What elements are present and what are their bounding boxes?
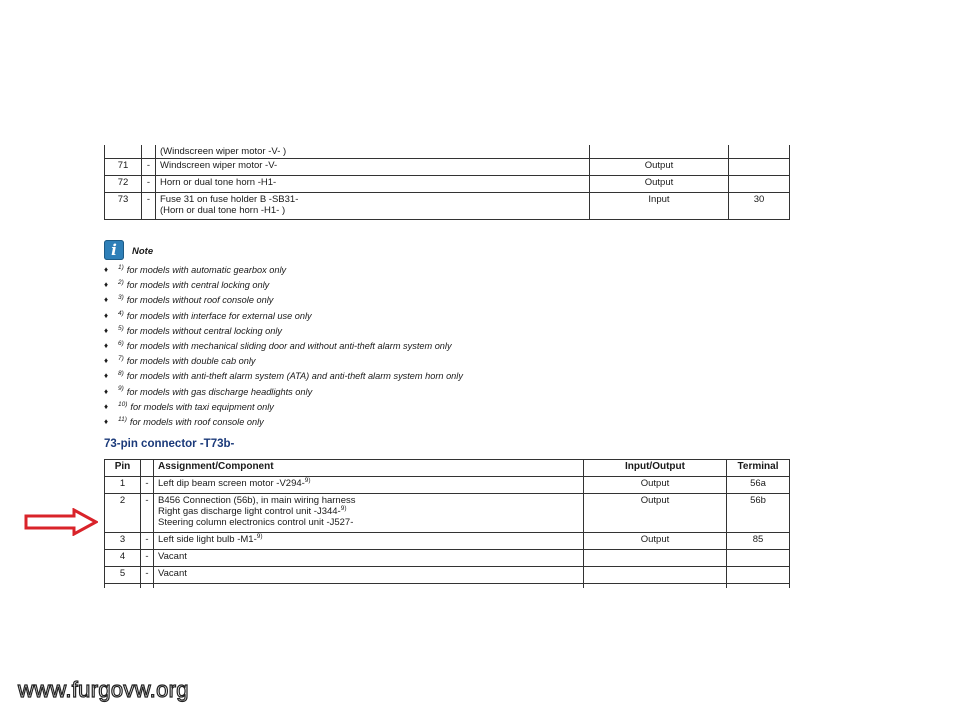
terminal-cell — [729, 145, 790, 159]
terminal-cell: 30 — [729, 193, 790, 220]
io-cell: Output — [584, 494, 727, 533]
io-cell: Input — [590, 193, 729, 220]
pin-cell: 73 — [105, 193, 142, 220]
terminal-cell — [729, 176, 790, 193]
pin-cell: 2 — [105, 494, 141, 533]
pin-cell: 72 — [105, 176, 142, 193]
dash-cell: - — [141, 533, 154, 550]
terminal-cell: 56b — [727, 494, 790, 533]
dash-cell — [142, 145, 156, 159]
terminal-cell: 85 — [727, 533, 790, 550]
table-header-row — [105, 460, 790, 477]
dash-cell: - — [141, 567, 154, 584]
assignment-line: (Horn or dual tone horn -H1- ) — [160, 205, 286, 216]
assignment-cell: Left side light bulb -M1-$^{9)}$ — [154, 533, 584, 550]
column-header-pin: Pin — [105, 460, 141, 477]
pin-cell: 71 — [105, 159, 142, 176]
pin-cell: 3 — [105, 533, 141, 550]
table-row — [105, 533, 790, 550]
assignment-cell: Vacant — [154, 550, 584, 567]
terminal-cell — [727, 550, 790, 567]
pin-cell: 1 — [105, 477, 141, 494]
right-arrow-icon — [24, 508, 98, 536]
list-item: ♦ $^{1)}$ for models with automatic gearbox only — [104, 264, 463, 279]
dash-cell: - — [141, 550, 154, 567]
list-item: ♦ $^{6)}$ for models with mechanical sliding door and without anti-theft alarm system only — [104, 340, 463, 355]
list-item: ♦ $^{5)}$ for models without central locking only — [104, 325, 463, 340]
list-item: ♦ $^{10)}$ for models with taxi equipment only — [104, 401, 463, 416]
io-cell — [584, 550, 727, 567]
terminal-cell: 56a — [727, 477, 790, 494]
io-cell: Output — [590, 159, 729, 176]
list-item: ♦ $^{8)}$ for models with anti-theft alarm system (ATA) and anti-theft alarm system horn only — [104, 370, 463, 385]
connector-pin-table — [104, 459, 790, 588]
table-row — [105, 159, 790, 176]
watermark-text: www.furgovw.org — [18, 677, 189, 702]
pin-cell: 5 — [105, 567, 141, 584]
footnote-list — [104, 264, 463, 431]
list-item: ♦ $^{3)}$ for models without roof console only — [104, 294, 463, 309]
io-cell: Output — [590, 176, 729, 193]
table-row — [105, 145, 790, 159]
list-item: ♦ $^{7)}$ for models with double cab only — [104, 355, 463, 370]
assignment-cell: Vacant — [154, 567, 584, 584]
list-item: ♦ $^{2)}$ for models with central locking only — [104, 279, 463, 294]
terminal-cell — [727, 567, 790, 584]
note-label: Note — [132, 246, 154, 257]
terminal-cell — [729, 159, 790, 176]
io-cell: Output — [584, 533, 727, 550]
table-row-cut — [105, 584, 790, 589]
list-item: ♦ $^{11)}$ for models with roof console only — [104, 416, 463, 431]
io-cell: Output — [584, 477, 727, 494]
table-row — [105, 193, 790, 220]
table-row — [105, 567, 790, 584]
dash-cell: - — [142, 159, 156, 176]
dash-cell: - — [141, 494, 154, 533]
info-icon: i — [104, 240, 124, 260]
pin-table-continuation — [104, 145, 790, 220]
assignment-cell: Left dip beam screen motor -V294-$^{9)}$ — [154, 477, 584, 494]
table-row — [105, 477, 790, 494]
assignment-cell: Horn or dual tone horn -H1- — [156, 176, 590, 193]
assignment-line: Fuse 31 on fuse holder B -SB31- — [160, 194, 299, 205]
list-item: ♦ $^{9)}$ for models with gas discharge headlights only — [104, 386, 463, 401]
dash-cell: - — [141, 477, 154, 494]
io-cell — [584, 567, 727, 584]
column-header-dash — [141, 460, 154, 477]
assignment-cell: Windscreen wiper motor -V- — [156, 159, 590, 176]
section-title: 73-pin connector -T73b- — [104, 438, 235, 450]
assignment-cell: B456 Connection (56b), in main wiring harness Right gas discharge light control unit -J344-$^{9)}$ Steering column electronics control unit -J527- — [154, 494, 584, 533]
column-header-assignment: Assignment/Component — [154, 460, 584, 477]
assignment-cell — [156, 193, 590, 220]
io-cell — [590, 145, 729, 159]
dash-cell: - — [142, 176, 156, 193]
assignment-cell: (Windscreen wiper motor -V- ) — [156, 145, 590, 159]
table-row — [105, 494, 790, 533]
table-row — [105, 550, 790, 567]
column-header-terminal: Terminal — [727, 460, 790, 477]
table-row — [105, 176, 790, 193]
pin-cell — [105, 145, 142, 159]
column-header-io: Input/Output — [584, 460, 727, 477]
list-item: ♦ $^{4)}$ for models with interface for external use only — [104, 310, 463, 325]
pin-cell: 4 — [105, 550, 141, 567]
dash-cell: - — [142, 193, 156, 220]
